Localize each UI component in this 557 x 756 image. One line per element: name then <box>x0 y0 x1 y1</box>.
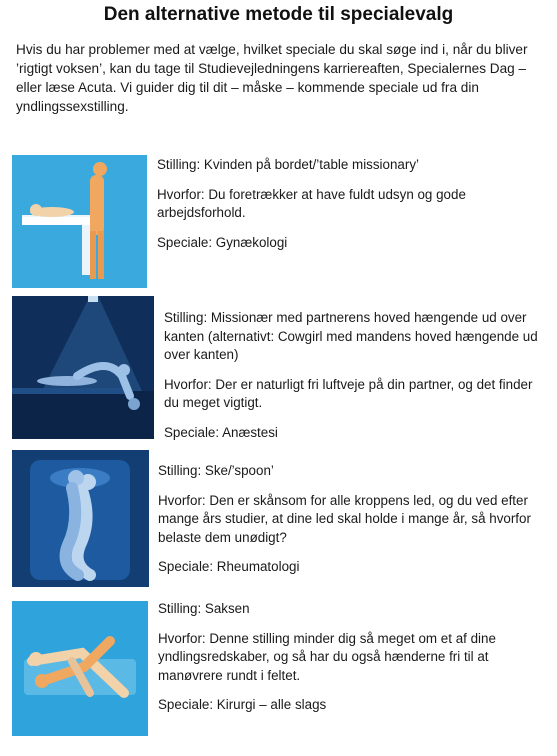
intro-paragraph: Hvis du har problemer med at vælge, hvilket speciale du skal søge ind i, når du bliver ’rigtigt voksen’, kan du tage til Studievejledningens karriereaften, Specialernes Dag – eller læse Acuta. Vi guider dig til dit – måske – kommende speciale ud fra din yndlingssexstilling. <box>16 42 528 114</box>
scissors-illustration <box>12 601 148 736</box>
entry-3-stilling: Stilling: Ske/’spoon’ <box>158 463 274 478</box>
entry-2-hvorfor: Hvorfor: Der er naturligt fri luftveje på din partner, og det finder du meget vigtigt. <box>164 376 533 410</box>
entry-1-speciale: Speciale: Gynækologi <box>157 234 288 250</box>
entry-4-stilling: Stilling: Saksen <box>158 601 250 616</box>
entry-1-stilling: Stilling: Kvinden på bordet/’table missionary’ <box>157 157 420 172</box>
entry-3-text <box>158 462 542 588</box>
entry-1-text <box>157 156 542 263</box>
entry-4-text <box>158 600 542 726</box>
entry-2-text <box>164 309 542 453</box>
entry-2-stilling: Stilling: Missionær med partnerens hoved hængende ud over kanten (alternativt: Cowgirl med mandens hoved hængende ud over kanten) <box>164 310 538 362</box>
spoon-illustration <box>12 450 149 587</box>
entry-3-hvorfor: Hvorfor: Den er skånsom for alle kroppens led, og du ved efter mange års studier, at dine led skal holde i mange år, så hvorfor belaste dem unødigt? <box>158 492 531 545</box>
document-title: Den alternative metode til specialevalg <box>103 4 454 25</box>
entry-4-speciale: Speciale: Kirurgi – alle slags <box>158 697 327 712</box>
table-missionary-illustration <box>12 155 147 288</box>
entry-1-hvorfor: Hvorfor: Du foretrækker at have fuldt udsyn og gode arbejdsforhold. <box>157 186 466 220</box>
missionary-over-edge-illustration <box>12 296 154 439</box>
entry-3-speciale: Speciale: Rheumatologi <box>158 559 300 574</box>
entry-2-speciale: Speciale: Anæstesi <box>164 424 278 440</box>
entry-4-hvorfor: Hvorfor: Denne stilling minder dig så meget om et af dine yndlingsredskaber, og så har du også hænderne fri til at manøvrere rundt i feltet. <box>158 630 496 683</box>
